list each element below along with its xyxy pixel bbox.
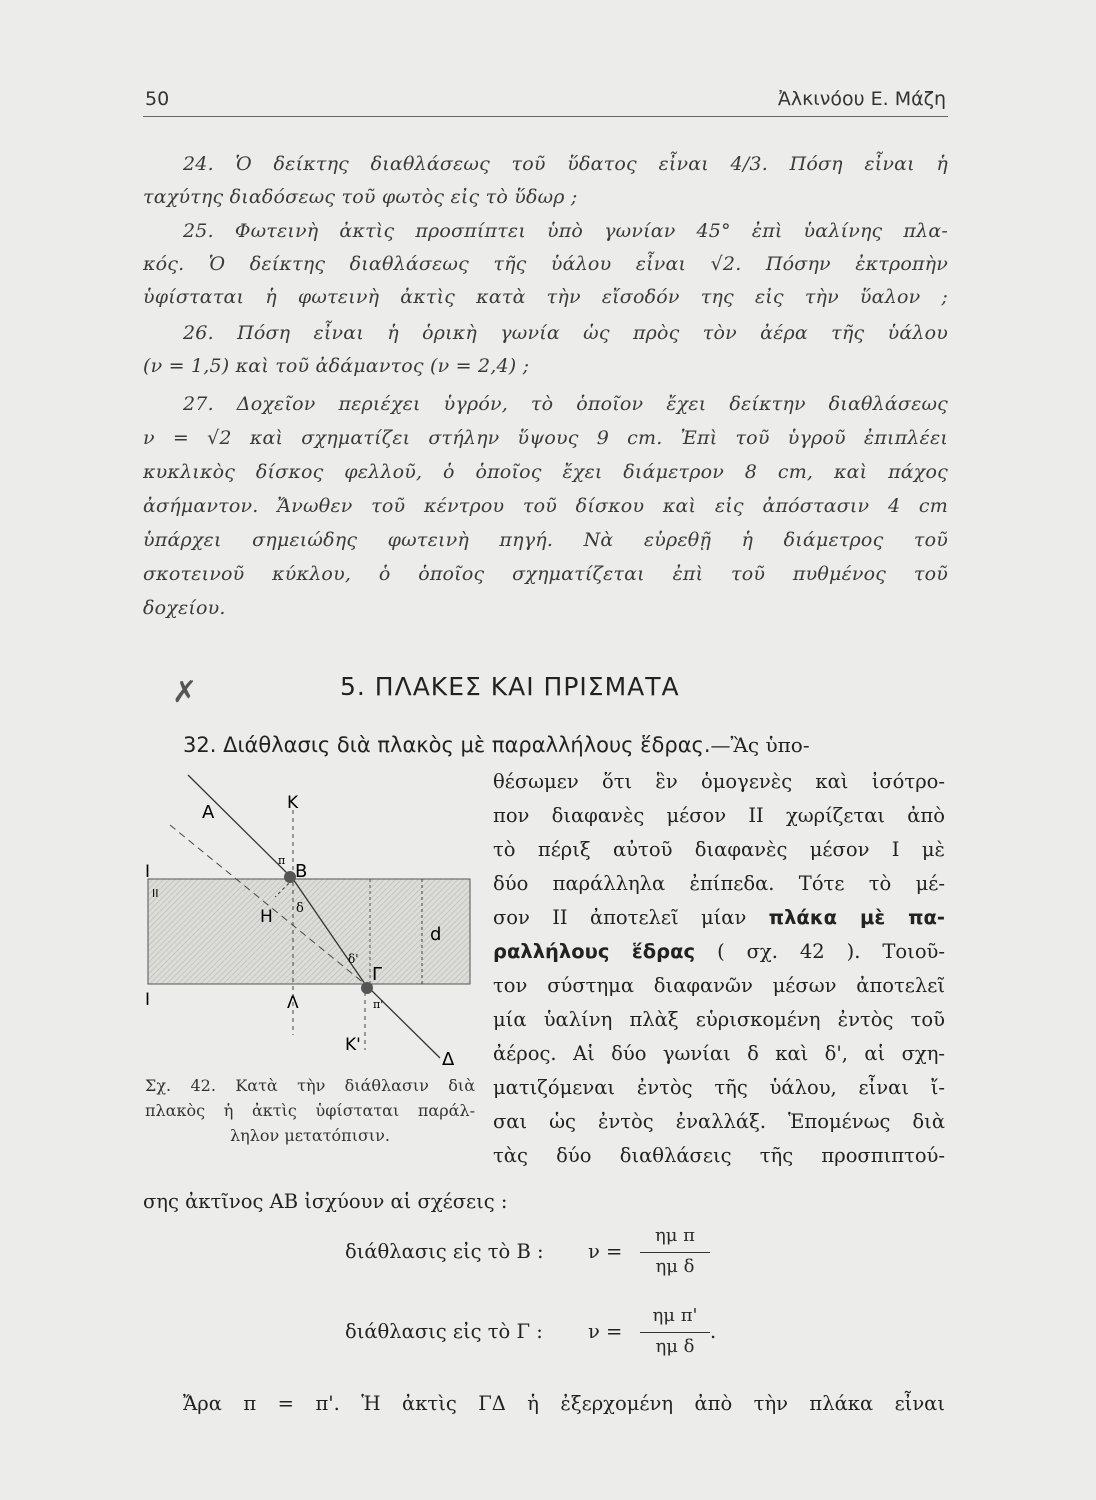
label-pi-prime: π' — [373, 998, 384, 1011]
exercise-line: 27. Δοχεῖον περιέχει ὑγρόν, τὸ ὁποῖον ἔχει δείκτην διαθλάσεως — [183, 393, 948, 415]
figure-caption-line: πλακὸς ἡ ἀκτὶς ὑφίσταται παράλ- — [145, 1101, 475, 1120]
exercise-line: ὑφίσταται ἡ φωτεινὴ ἀκτὶς κατὰ τὴν εἴσοδόν της εἰς τὴν ὕαλον ; — [143, 286, 948, 308]
body-line: τον σύστημα διαφανῶν μέσων ἀποτελεῖ — [493, 974, 945, 997]
body-text: σον ΙΙ ἀποτελεῖ μίαν — [493, 906, 747, 929]
label-Gamma: Γ — [372, 964, 383, 985]
exercise-line: (ν = 1,5) καὶ τοῦ ἀδάμαντος (ν = 2,4) ; — [143, 355, 530, 377]
fraction-bar — [640, 1252, 710, 1253]
formula-lhs: ν = — [588, 1240, 623, 1263]
body-line: σαι ὡς ἐντὸς ἐναλλάξ. Ἑπομένως διὰ — [493, 1110, 945, 1133]
exercise-line: ἀσήμαντον. Ἄνωθεν τοῦ κέντρου τοῦ δίσκου καὶ εἰς ἀπόστασιν 4 cm — [143, 495, 948, 517]
body-line: τὸ πέριξ αὐτοῦ διαφανὲς μέσον Ι μὲ — [493, 838, 945, 861]
figure-caption-line: ληλον μετατόπισιν. — [230, 1126, 390, 1145]
label-pi: π — [278, 854, 286, 867]
figure-caption-line: Σχ. 42. Κατὰ τὴν διάθλασιν διὰ — [145, 1076, 475, 1095]
paragraph-heading-text: 32. Διάθλασις διὰ πλακὸς μὲ παραλλήλους ἕδρας. — [183, 733, 711, 757]
body-line — [493, 906, 945, 929]
exercise-line: κός. Ὁ δείκτης διαθλάσεως τῆς ὑάλου εἶναι √2. Πόσην ἐκτροπὴν — [143, 253, 948, 275]
margin-mark: ✗ — [172, 675, 198, 710]
exercise-line: ν = √2 καὶ σχηματίζει στήλην ὕψους 9 cm. Ἐπὶ τοῦ ὑγροῦ ἐπιπλέει — [143, 427, 948, 449]
label-delta-prime: δ' — [348, 952, 359, 966]
label-A: Α — [202, 802, 215, 823]
body-line — [493, 940, 945, 963]
page-number: 50 — [145, 88, 170, 110]
formula-lhs: ν = — [588, 1320, 623, 1343]
label-Lambda: Λ — [287, 993, 299, 1013]
body-line: τὰς δύο διαθλάσεις τῆς προσπιπτού- — [493, 1144, 945, 1167]
label-II: ΙΙ — [152, 887, 159, 900]
formula-denominator: ημ δ — [655, 1336, 695, 1357]
body-line: σης ἀκτῖνος ΑΒ ἰσχύουν αἱ σχέσεις : — [143, 1190, 508, 1213]
formula-period: . — [710, 1320, 717, 1343]
formula-numerator: ημ π — [654, 1225, 696, 1246]
label-K: Κ — [287, 793, 299, 813]
exercise-line: κυκλικὸς δίσκος φελλοῦ, ὁ ὁποῖος ἔχει διάμετρον 8 cm, καὶ πάχος — [143, 461, 948, 483]
label-d: d — [430, 924, 442, 945]
formula-denominator: ημ δ — [655, 1256, 695, 1277]
body-line: μία ὑαλίνη πλὰξ εὑρισκομένη ἐντὸς τοῦ — [493, 1008, 945, 1031]
bold-term: ραλλήλους ἕδρας — [493, 940, 696, 963]
label-I-top: Ι — [145, 862, 151, 882]
bold-term: πλάκα μὲ πα- — [768, 906, 945, 929]
body-line: ἀέρος. Αἱ δύο γωνίαι δ καὶ δ', αἱ σχη- — [493, 1042, 945, 1065]
exercise-line: 24. Ὁ δείκτης διαθλάσεως τοῦ ὕδατος εἶναι 4/3. Πόση εἶναι ἡ — [183, 153, 948, 175]
formula-label: διάθλασις εἰς τὸ Β : — [345, 1240, 544, 1263]
exercise-line: ταχύτης διαδόσεως τοῦ φωτὸς εἰς τὸ ὕδωρ ; — [143, 186, 578, 208]
body-line: θέσωμεν ὅτι ἓν ὁμογενὲς καὶ ἰσότρο- — [493, 770, 945, 793]
section-title: 5. ΠΛΑΚΕΣ ΚΑΙ ΠΡΙΣΜΑΤΑ — [340, 672, 680, 701]
label-delta: δ — [296, 901, 304, 916]
formula-label: διάθλασις εἰς τὸ Γ : — [345, 1320, 543, 1343]
formula-numerator: ημ π' — [652, 1305, 698, 1326]
label-I-bottom: Ι — [145, 990, 151, 1010]
label-K-prime: Κ' — [345, 1035, 361, 1055]
paragraph-heading — [183, 733, 810, 757]
figure-42-diagram — [130, 760, 480, 1070]
emergent-ray — [365, 984, 440, 1058]
label-B: Β — [295, 861, 308, 882]
body-line: πον διαφανὲς μέσον ΙΙ χωρίζεται ἀπὸ — [493, 804, 945, 827]
body-text: ( σχ. 42 ). Τοιοῦ- — [717, 940, 946, 963]
exercise-line: ὑπάρχει σημειώδης φωτεινὴ πηγή. Νὰ εὑρεθῇ ἡ διάμετρος τοῦ — [143, 529, 948, 551]
glass-plate — [148, 879, 470, 984]
exercise-line: 26. Πόση εἶναι ἡ ὁρικὴ γωνία ὡς πρὸς τὸν ἀέρα τῆς ὑάλου — [183, 322, 948, 344]
body-line: Ἄρα π = π'. Ἡ ἀκτὶς ΓΔ ἡ ἐξερχομένη ἀπὸ τὴν πλάκα εἶναι — [183, 1392, 945, 1415]
label-Delta: Δ — [442, 1049, 455, 1070]
exercise-line: 25. Φωτεινὴ ἀκτὶς προσπίπτει ὑπὸ γωνίαν 45° ἐπὶ ὑαλίνης πλα- — [183, 220, 948, 242]
label-H: Η — [260, 907, 273, 927]
header-rule — [143, 116, 948, 117]
body-line: δύο παράλληλα ἐπίπεδα. Τότε τὸ μέ- — [493, 872, 945, 895]
paragraph-heading-tail: —Ἂς ὑπο- — [710, 733, 810, 757]
fraction-bar — [640, 1332, 710, 1333]
body-line: ματιζόμεναι ἐντὸς τῆς ὑάλου, εἶναι ἴ- — [493, 1076, 945, 1099]
exercise-line: δοχείου. — [143, 597, 226, 619]
exercise-line: σκοτεινοῦ κύκλου, ὁ ὁποῖος σχηματίζεται ἐπὶ τοῦ πυθμένος τοῦ — [143, 563, 948, 585]
running-header-author: Ἀλκινόου Ε. Μάζη — [777, 88, 946, 110]
